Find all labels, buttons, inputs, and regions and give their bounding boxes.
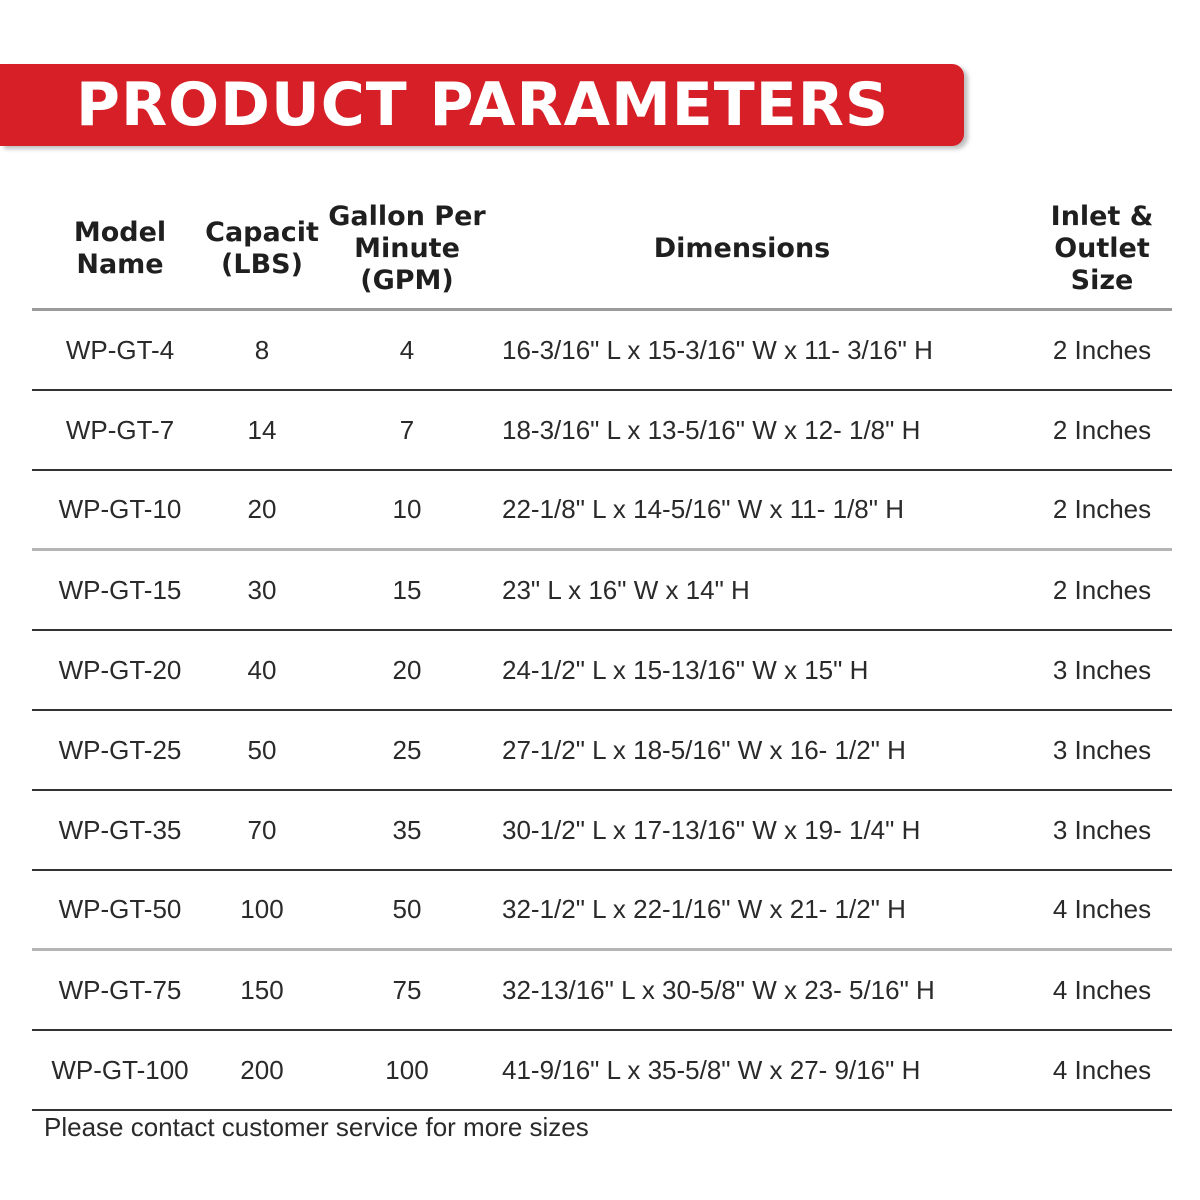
cell-size: 2 Inches <box>1052 494 1152 524</box>
cell-capacity: 150 <box>240 974 284 1005</box>
cell-gpm: 4 <box>399 334 415 365</box>
cell-gpm: 15 <box>392 574 422 605</box>
cell-size: 2 Inches <box>1052 574 1152 605</box>
cell-dimensions: 32-1/2" L x 22-1/16" W x 21- 1/2" H <box>502 894 906 924</box>
cell-model: WP-GT-7 <box>65 414 175 445</box>
cell-capacity: 14 <box>247 414 277 445</box>
header-gpm: Gallon Per Minute (GPM) <box>328 201 486 296</box>
page-title: PRODUCT PARAMETERS <box>76 70 890 140</box>
header-dimensions: Dimensions <box>653 233 831 264</box>
cell-dimensions: 16-3/16" L x 15-3/16" W x 11- 3/16" H <box>502 334 933 365</box>
cell-capacity: 30 <box>247 574 277 605</box>
table-row <box>32 391 1172 471</box>
cell-size: 4 Inches <box>1052 1054 1152 1085</box>
table-row <box>32 951 1172 1031</box>
cell-dimensions: 27-1/2" L x 18-5/16" W x 16- 1/2" H <box>502 734 906 765</box>
cell-size: 2 Inches <box>1052 414 1152 445</box>
cell-capacity: 40 <box>247 654 277 685</box>
cell-dimensions: 41-9/16" L x 35-5/8" W x 27- 9/16" H <box>502 1054 921 1085</box>
header-capacity: Capacit (LBS) <box>205 217 319 280</box>
cell-model: WP-GT-20 <box>58 654 182 685</box>
cell-capacity: 70 <box>247 814 277 845</box>
table-row <box>32 551 1172 631</box>
cell-capacity: 8 <box>254 334 270 365</box>
cell-model: WP-GT-50 <box>58 894 182 924</box>
cell-dimensions: 32-13/16" L x 30-5/8" W x 23- 5/16" H <box>502 974 935 1005</box>
cell-model: WP-GT-35 <box>58 814 182 845</box>
cell-size: 3 Inches <box>1052 654 1152 685</box>
cell-gpm: 35 <box>392 814 422 845</box>
table-header <box>32 190 1172 308</box>
cell-gpm: 7 <box>399 414 415 445</box>
table-body <box>32 311 1172 1111</box>
cell-gpm: 25 <box>392 734 422 765</box>
table-row <box>32 791 1172 871</box>
cell-model: WP-GT-75 <box>58 974 182 1005</box>
header-inlet-outlet-size: Inlet & Outlet Size <box>1050 201 1154 296</box>
cell-capacity: 100 <box>240 894 284 924</box>
footnote: Please contact customer service for more sizes <box>44 1112 589 1142</box>
cell-size: 4 Inches <box>1052 974 1152 1005</box>
cell-model: WP-GT-15 <box>58 574 182 605</box>
cell-size: 4 Inches <box>1052 894 1152 924</box>
cell-dimensions: 30-1/2" L x 17-13/16" W x 19- 1/4" H <box>502 814 921 845</box>
table-row <box>32 711 1172 791</box>
cell-model: WP-GT-25 <box>58 734 182 765</box>
cell-capacity: 50 <box>247 734 277 765</box>
cell-model: WP-GT-4 <box>65 334 175 365</box>
cell-gpm: 100 <box>385 1054 429 1085</box>
cell-size: 3 Inches <box>1052 734 1152 765</box>
table-row <box>32 871 1172 951</box>
cell-dimensions: 24-1/2" L x 15-13/16" W x 15" H <box>502 654 869 685</box>
table-row <box>32 471 1172 551</box>
cell-size: 2 Inches <box>1052 334 1152 365</box>
cell-capacity: 200 <box>240 1054 284 1085</box>
header-model-name: Model Name <box>73 217 167 280</box>
cell-dimensions: 18-3/16" L x 13-5/16" W x 12- 1/8" H <box>502 414 921 445</box>
cell-gpm: 10 <box>392 494 422 524</box>
cell-size: 3 Inches <box>1052 814 1152 845</box>
cell-dimensions: 22-1/8" L x 14-5/16" W x 11- 1/8" H <box>502 494 904 524</box>
cell-gpm: 75 <box>392 974 422 1005</box>
cell-gpm: 20 <box>392 654 422 685</box>
cell-model: WP-GT-100 <box>51 1054 189 1085</box>
table-row <box>32 631 1172 711</box>
cell-gpm: 50 <box>392 894 422 924</box>
table-row <box>32 1031 1172 1111</box>
cell-capacity: 20 <box>247 494 277 524</box>
cell-model: WP-GT-10 <box>58 494 182 524</box>
cell-dimensions: 23" L x 16" W x 14" H <box>502 574 750 605</box>
table-row <box>32 311 1172 391</box>
